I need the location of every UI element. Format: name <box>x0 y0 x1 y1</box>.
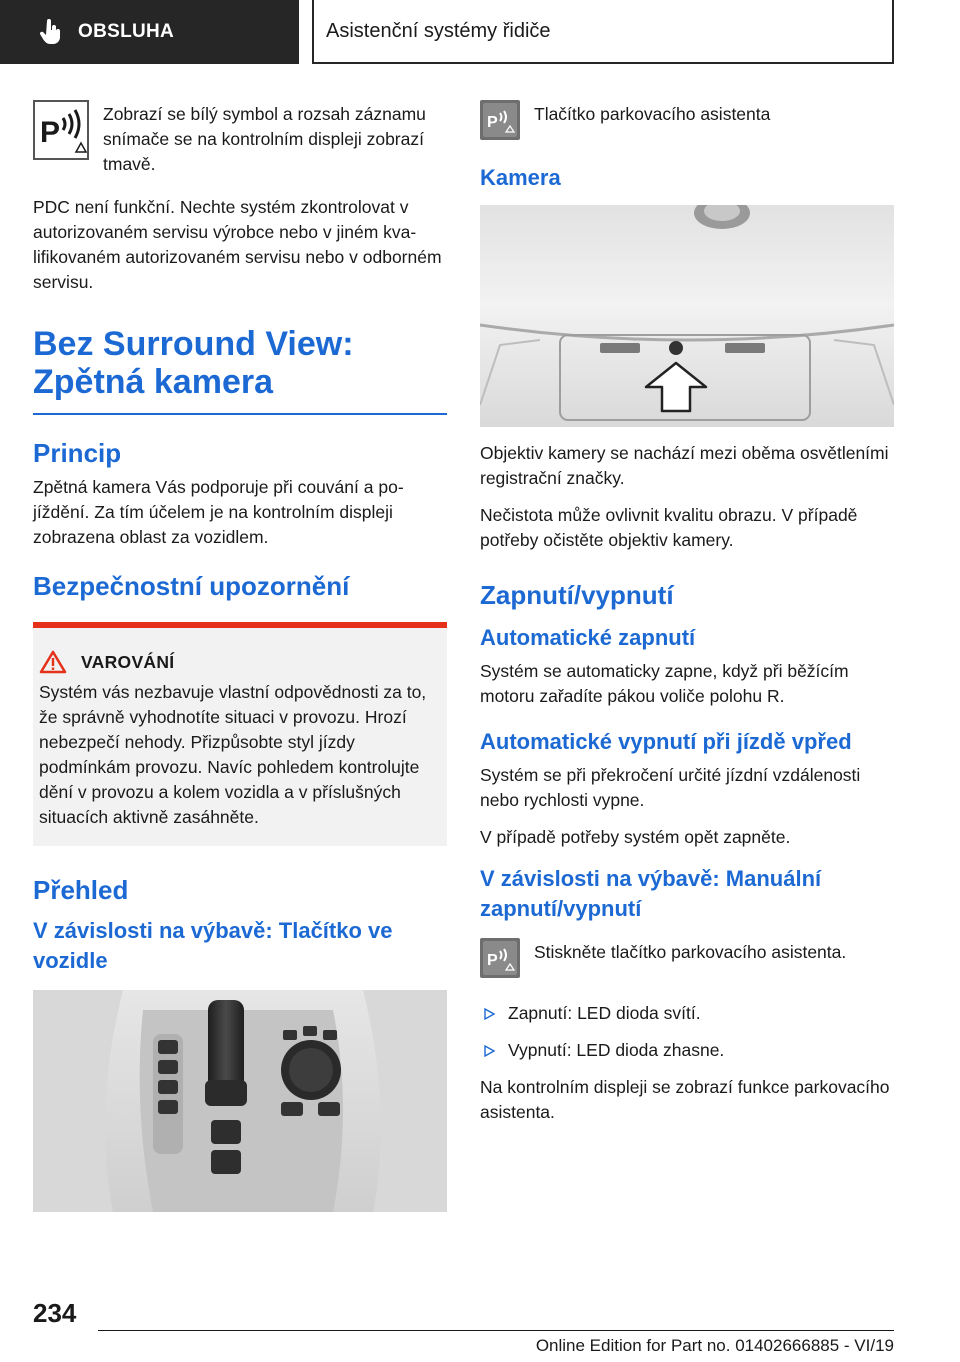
auto-off-heading: Automatické vypnutí při jízdě vpřed <box>480 729 852 754</box>
list-item: Zapnutí: LED dioda svítí. <box>480 1001 894 1026</box>
park-assist-button-icon <box>480 938 520 978</box>
header-chapter-title: Asistenční systémy řidiče <box>326 19 551 42</box>
auto-off-text-2: V případě potřeby systém opět zapněte. <box>480 827 791 847</box>
page-number: 234 <box>33 1298 77 1328</box>
page-title: Bez Surround View: Zpětná kamera <box>33 325 354 401</box>
princip-text: Zpětná kamera Vás podporuje při couvání a pojíždění. Za tím účelem je na kontrolním displeji zobrazena oblast za vozidlem. <box>33 477 404 547</box>
right-column <box>480 100 894 1137</box>
hand-pointer-icon <box>40 19 62 45</box>
svg-text:P: P <box>487 952 498 969</box>
warning-triangle-icon <box>39 650 67 674</box>
pdc-symbol-note <box>33 100 447 177</box>
pdc-not-functional-text: PDC není funkční. Nechte systém zkontrolovat v autorizovaném servisu výrobce nebo v jiném kvalifikovaném autorizovaném servisu nebo v odborném servisu. <box>33 197 442 292</box>
pdc-symbol-text: Zobrazí se bílý symbol a rozsah záznamu snímače se na kontrolním displeji zobrazí tmavě. <box>103 104 426 174</box>
triangle-bullet-icon <box>482 1008 496 1020</box>
center-console-photo <box>33 990 447 1212</box>
kamera-heading: Kamera <box>480 165 561 190</box>
led-status-list <box>480 1001 894 1063</box>
princip-heading: Princip <box>33 438 122 468</box>
button-heading: V závislosti na výbavě: Tlačítko ve vozidle <box>33 918 393 973</box>
manual-button-note <box>480 938 894 983</box>
rear-camera-photo <box>480 205 894 427</box>
title-divider <box>33 413 447 415</box>
manual-button-text: Stiskněte tlačítko parkovacího asistenta. <box>534 942 847 962</box>
display-functions-text: Na kontrolním displeji se zobrazí funkce parkovacího asistenta. <box>480 1077 890 1122</box>
prehled-heading: Přehled <box>33 875 129 905</box>
warning-title: VAROVÁNÍ <box>81 651 175 672</box>
manual-heading: V závislosti na výbavě: Manuální zapnutí/vypnutí <box>480 866 822 921</box>
auto-on-text: Systém se automaticky zapne, když při běžícím motoru zařadíte pákou voliče polohu R. <box>480 661 849 706</box>
camera-cleaning-text: Nečistota může ovlivnit kvalitu obrazu. V případě potřeby očistěte objektiv kamery. <box>480 505 858 550</box>
warning-box <box>33 622 447 846</box>
svg-text:P: P <box>487 114 498 131</box>
left-column <box>33 100 447 1212</box>
svg-text:P: P <box>40 116 61 149</box>
safety-heading: Bezpečnostní upozornění <box>33 571 350 601</box>
onoff-heading: Zapnutí/vypnutí <box>480 580 674 610</box>
triangle-bullet-icon <box>482 1045 496 1057</box>
footer-divider <box>98 1330 894 1331</box>
parking-sensor-icon <box>33 100 89 160</box>
warning-text: Systém vás nezbavuje vlastní odpovědnosti za to, že správně vyhodnotíte situaci v provozu. Hrozí nebezpečí nehody. Přizpůsobte styl jízdy podmínkám provozu. Navíc pohledem kontrolujte dění v provozu a kolem vozidla a v příslušných situacích aktivně zasáhněte. <box>39 682 427 827</box>
header-section-title: OBSLUHA <box>78 21 175 42</box>
header-chapter-tab[interactable] <box>312 0 894 64</box>
pdc-button-text: Tlačítko parkovacího asistenta <box>534 104 771 124</box>
header-section-tab[interactable] <box>0 0 299 64</box>
auto-on-heading: Automatické zapnutí <box>480 625 696 650</box>
pdc-button-note <box>480 100 894 145</box>
list-item: Vypnutí: LED dioda zhasne. <box>480 1038 894 1063</box>
park-assist-button-icon <box>480 100 520 140</box>
camera-location-text: Objektiv kamery se nachází mezi oběma osvětleními registrační značky. <box>480 443 889 488</box>
auto-off-text-1: Systém se při překročení určité jízdní vzdálenosti nebo rychlosti vypne. <box>480 765 861 810</box>
edition-text: Online Edition for Part no. 01402666885 - VI/19 <box>535 1336 894 1355</box>
